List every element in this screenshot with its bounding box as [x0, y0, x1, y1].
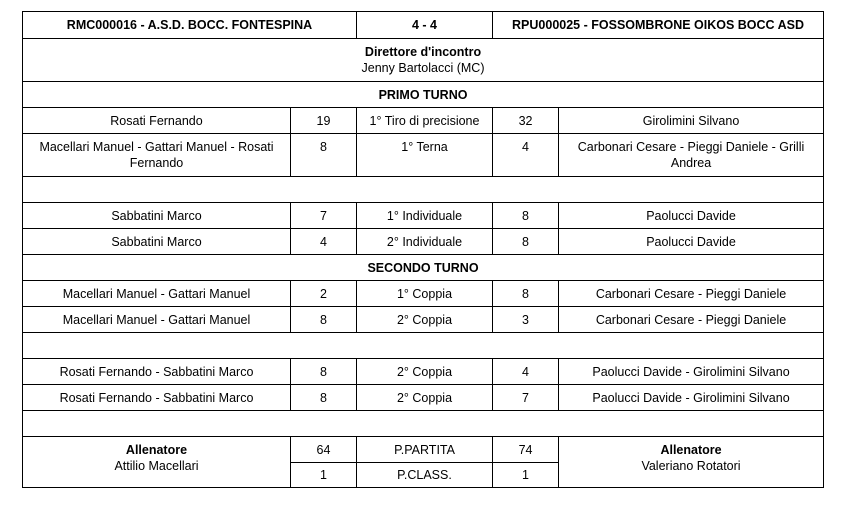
home-players: Rosati Fernando — [23, 108, 291, 134]
home-score: 8 — [291, 307, 357, 333]
home-score: 8 — [291, 134, 357, 177]
away-players: Paolucci Davide — [559, 203, 824, 229]
away-score: 7 — [493, 385, 559, 411]
home-score: 2 — [291, 281, 357, 307]
spacer-cell — [23, 333, 824, 359]
away-players: Girolimini Silvano — [559, 108, 824, 134]
away-score: 32 — [493, 108, 559, 134]
round-title: PRIMO TURNO — [23, 82, 824, 108]
match-row — [23, 307, 824, 333]
partita-away-points: 74 — [493, 437, 559, 463]
home-score: 8 — [291, 359, 357, 385]
away-players: Paolucci Davide - Girolimini Silvano — [559, 385, 824, 411]
event-name: 2° Coppia — [357, 307, 493, 333]
match-row — [23, 229, 824, 255]
spacer-row — [23, 411, 824, 437]
home-players: Sabbatini Marco — [23, 203, 291, 229]
home-coach-name: Attilio Macellari — [114, 459, 199, 473]
spacer-row — [23, 333, 824, 359]
home-players: Macellari Manuel - Gattari Manuel - Rosati Fernando — [23, 134, 291, 177]
class-home-points: 1 — [291, 463, 357, 488]
match-row — [23, 281, 824, 307]
director-name: Jenny Bartolacci (MC) — [361, 61, 485, 75]
partita-label: P.PARTITA — [357, 437, 493, 463]
away-score: 4 — [493, 134, 559, 177]
director-row — [23, 39, 824, 82]
home-score: 4 — [291, 229, 357, 255]
away-team-name: RPU000025 - FOSSOMBRONE OIKOS BOCC ASD — [493, 12, 824, 39]
away-score: 3 — [493, 307, 559, 333]
event-name: 1° Coppia — [357, 281, 493, 307]
event-name: 1° Terna — [357, 134, 493, 177]
away-score: 4 — [493, 359, 559, 385]
away-coach-label: Allenatore — [660, 443, 722, 457]
round-title-row — [23, 255, 824, 281]
away-score: 8 — [493, 203, 559, 229]
footer-partita-row — [23, 437, 824, 463]
away-score: 8 — [493, 281, 559, 307]
match-row — [23, 134, 824, 177]
home-score: 7 — [291, 203, 357, 229]
event-name: 2° Individuale — [357, 229, 493, 255]
home-coach-label: Allenatore — [125, 443, 188, 457]
home-score: 19 — [291, 108, 357, 134]
match-row — [23, 203, 824, 229]
final-score: 4 - 4 — [357, 12, 493, 39]
away-coach-cell — [559, 437, 824, 488]
partita-home-points: 64 — [291, 437, 357, 463]
event-name: 2° Coppia — [357, 385, 493, 411]
away-players: Carbonari Cesare - Pieggi Daniele — [559, 307, 824, 333]
director-cell — [23, 39, 824, 82]
away-players: Carbonari Cesare - Pieggi Daniele — [559, 281, 824, 307]
home-players: Macellari Manuel - Gattari Manuel — [23, 281, 291, 307]
away-players: Carbonari Cesare - Pieggi Daniele - Grilli Andrea — [559, 134, 824, 177]
header-row — [23, 12, 824, 39]
class-away-points: 1 — [493, 463, 559, 488]
event-name: 1° Tiro di precisione — [357, 108, 493, 134]
away-players: Paolucci Davide — [559, 229, 824, 255]
home-players: Rosati Fernando - Sabbatini Marco — [23, 359, 291, 385]
away-coach-name: Valeriano Rotatori — [641, 459, 741, 473]
round-title: SECONDO TURNO — [23, 255, 824, 281]
event-name: 1° Individuale — [357, 203, 493, 229]
home-score: 8 — [291, 385, 357, 411]
spacer-cell — [23, 177, 824, 203]
class-label: P.CLASS. — [357, 463, 493, 488]
home-players: Rosati Fernando - Sabbatini Marco — [23, 385, 291, 411]
away-score: 8 — [493, 229, 559, 255]
event-name: 2° Coppia — [357, 359, 493, 385]
away-players: Paolucci Davide - Girolimini Silvano — [559, 359, 824, 385]
match-row — [23, 359, 824, 385]
home-players: Macellari Manuel - Gattari Manuel — [23, 307, 291, 333]
director-label: Direttore d'incontro — [364, 45, 482, 59]
spacer-cell — [23, 411, 824, 437]
match-report-table — [22, 11, 824, 488]
round-title-row — [23, 82, 824, 108]
home-team-name: RMC000016 - A.S.D. BOCC. FONTESPINA — [23, 12, 357, 39]
spacer-row — [23, 177, 824, 203]
match-row — [23, 108, 824, 134]
home-players: Sabbatini Marco — [23, 229, 291, 255]
match-row — [23, 385, 824, 411]
home-coach-cell — [23, 437, 291, 488]
